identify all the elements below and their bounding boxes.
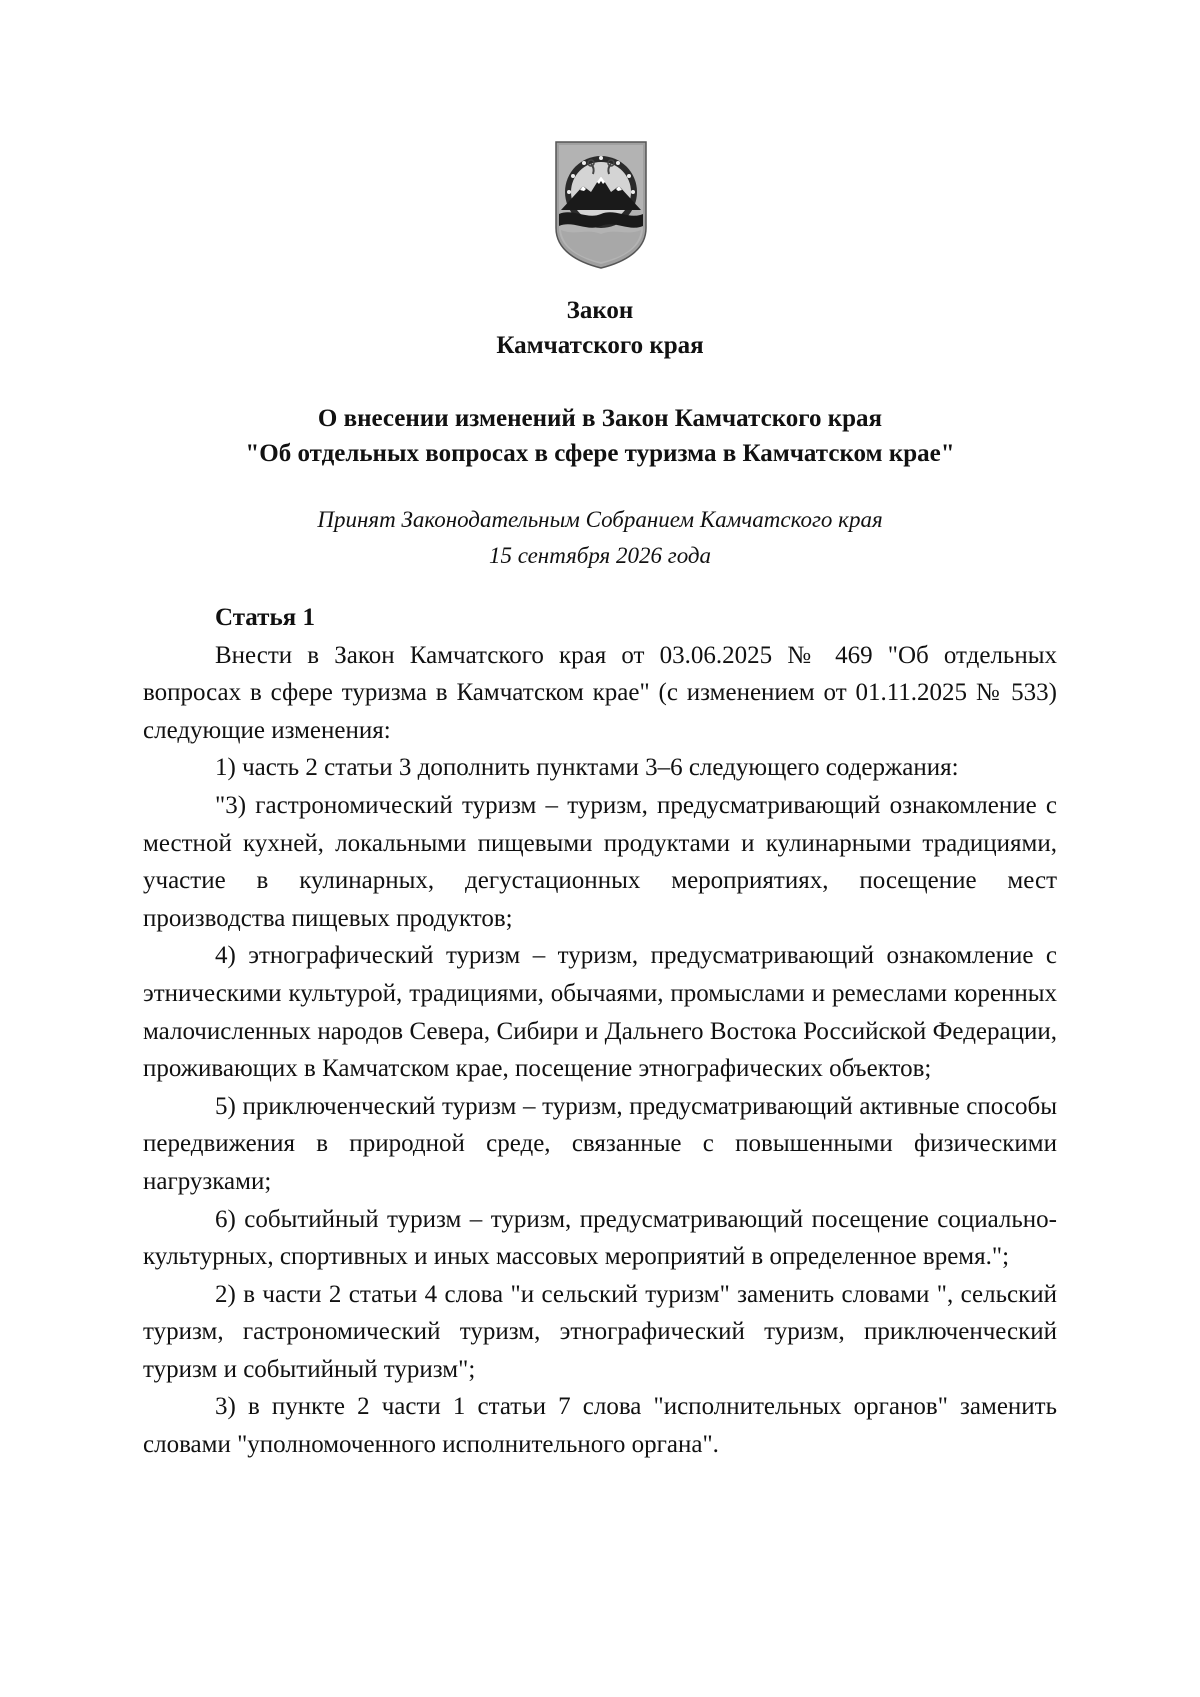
article-body bbox=[143, 599, 1057, 1464]
document-region-title: Камчатского края bbox=[496, 332, 704, 359]
kamchatka-coat-of-arms-icon bbox=[553, 140, 649, 270]
article-paragraph: 3) в пункте 2 части 1 статьи 7 слова "исполнительных органов" заменить словами "уполномоченного исполнительного органа". bbox=[143, 1393, 1057, 1459]
article-paragraph: 1) часть 2 статьи 3 дополнить пунктами 3–6 следующего содержания: bbox=[215, 754, 959, 782]
article-heading: Статья 1 bbox=[215, 604, 315, 631]
adoption-note: Принят Законодательным Собранием Камчатского края bbox=[317, 507, 883, 532]
law-subject-line-1: О внесении изменений в Закон Камчатского края bbox=[317, 405, 883, 432]
article-paragraph: Внести в Закон Камчатского края от 03.06.2025 № 469 "Об отдельных вопросах в сфере туризма в Камчатском крае" (с изменением от 01.11.2025 № 533) следующие изменения: bbox=[143, 641, 1057, 744]
document-type-title: Закон bbox=[566, 297, 634, 324]
article-paragraph: 6) событийный туризм – туризм, предусматривающий посещение социально-культурных, спортивных и иных массовых мероприятий в определенное время."; bbox=[143, 1205, 1057, 1271]
article-paragraph: "3) гастрономический туризм – туризм, предусматривающий ознакомление с местной кухней, локальными пищевыми продуктами и кулинарными традициями, участие в кулинарных, дегустационных мероприятиях, посещение мест производства пищевых продуктов; bbox=[143, 791, 1057, 932]
article-paragraph: 4) этнографический туризм – туризм, предусматривающий ознакомление с этническими культурой, традициями, обычаями, промыслами и ремеслами коренных малочисленных народов Севера, Сибири и Дальнего Востока Российской Федерации, проживающих в Камчатском крае, посещение этнографических объектов; bbox=[143, 942, 1057, 1083]
law-subject-line-2: "Об отдельных вопросах в сфере туризма в Камчатском крае" bbox=[245, 440, 955, 467]
article-paragraph: 2) в части 2 статьи 4 слова "и сельский туризм" заменить словами ", сельский туризм, гастрономический туризм, этнографический туризм, приключенческий туризм и событийный туризм"; bbox=[143, 1280, 1057, 1383]
adoption-date: 15 сентября 2026 года bbox=[488, 543, 712, 568]
article-paragraph: 5) приключенческий туризм – туризм, предусматривающий активные способы передвижения в природной среде, связанные с повышенными физическими нагрузками; bbox=[143, 1092, 1057, 1195]
